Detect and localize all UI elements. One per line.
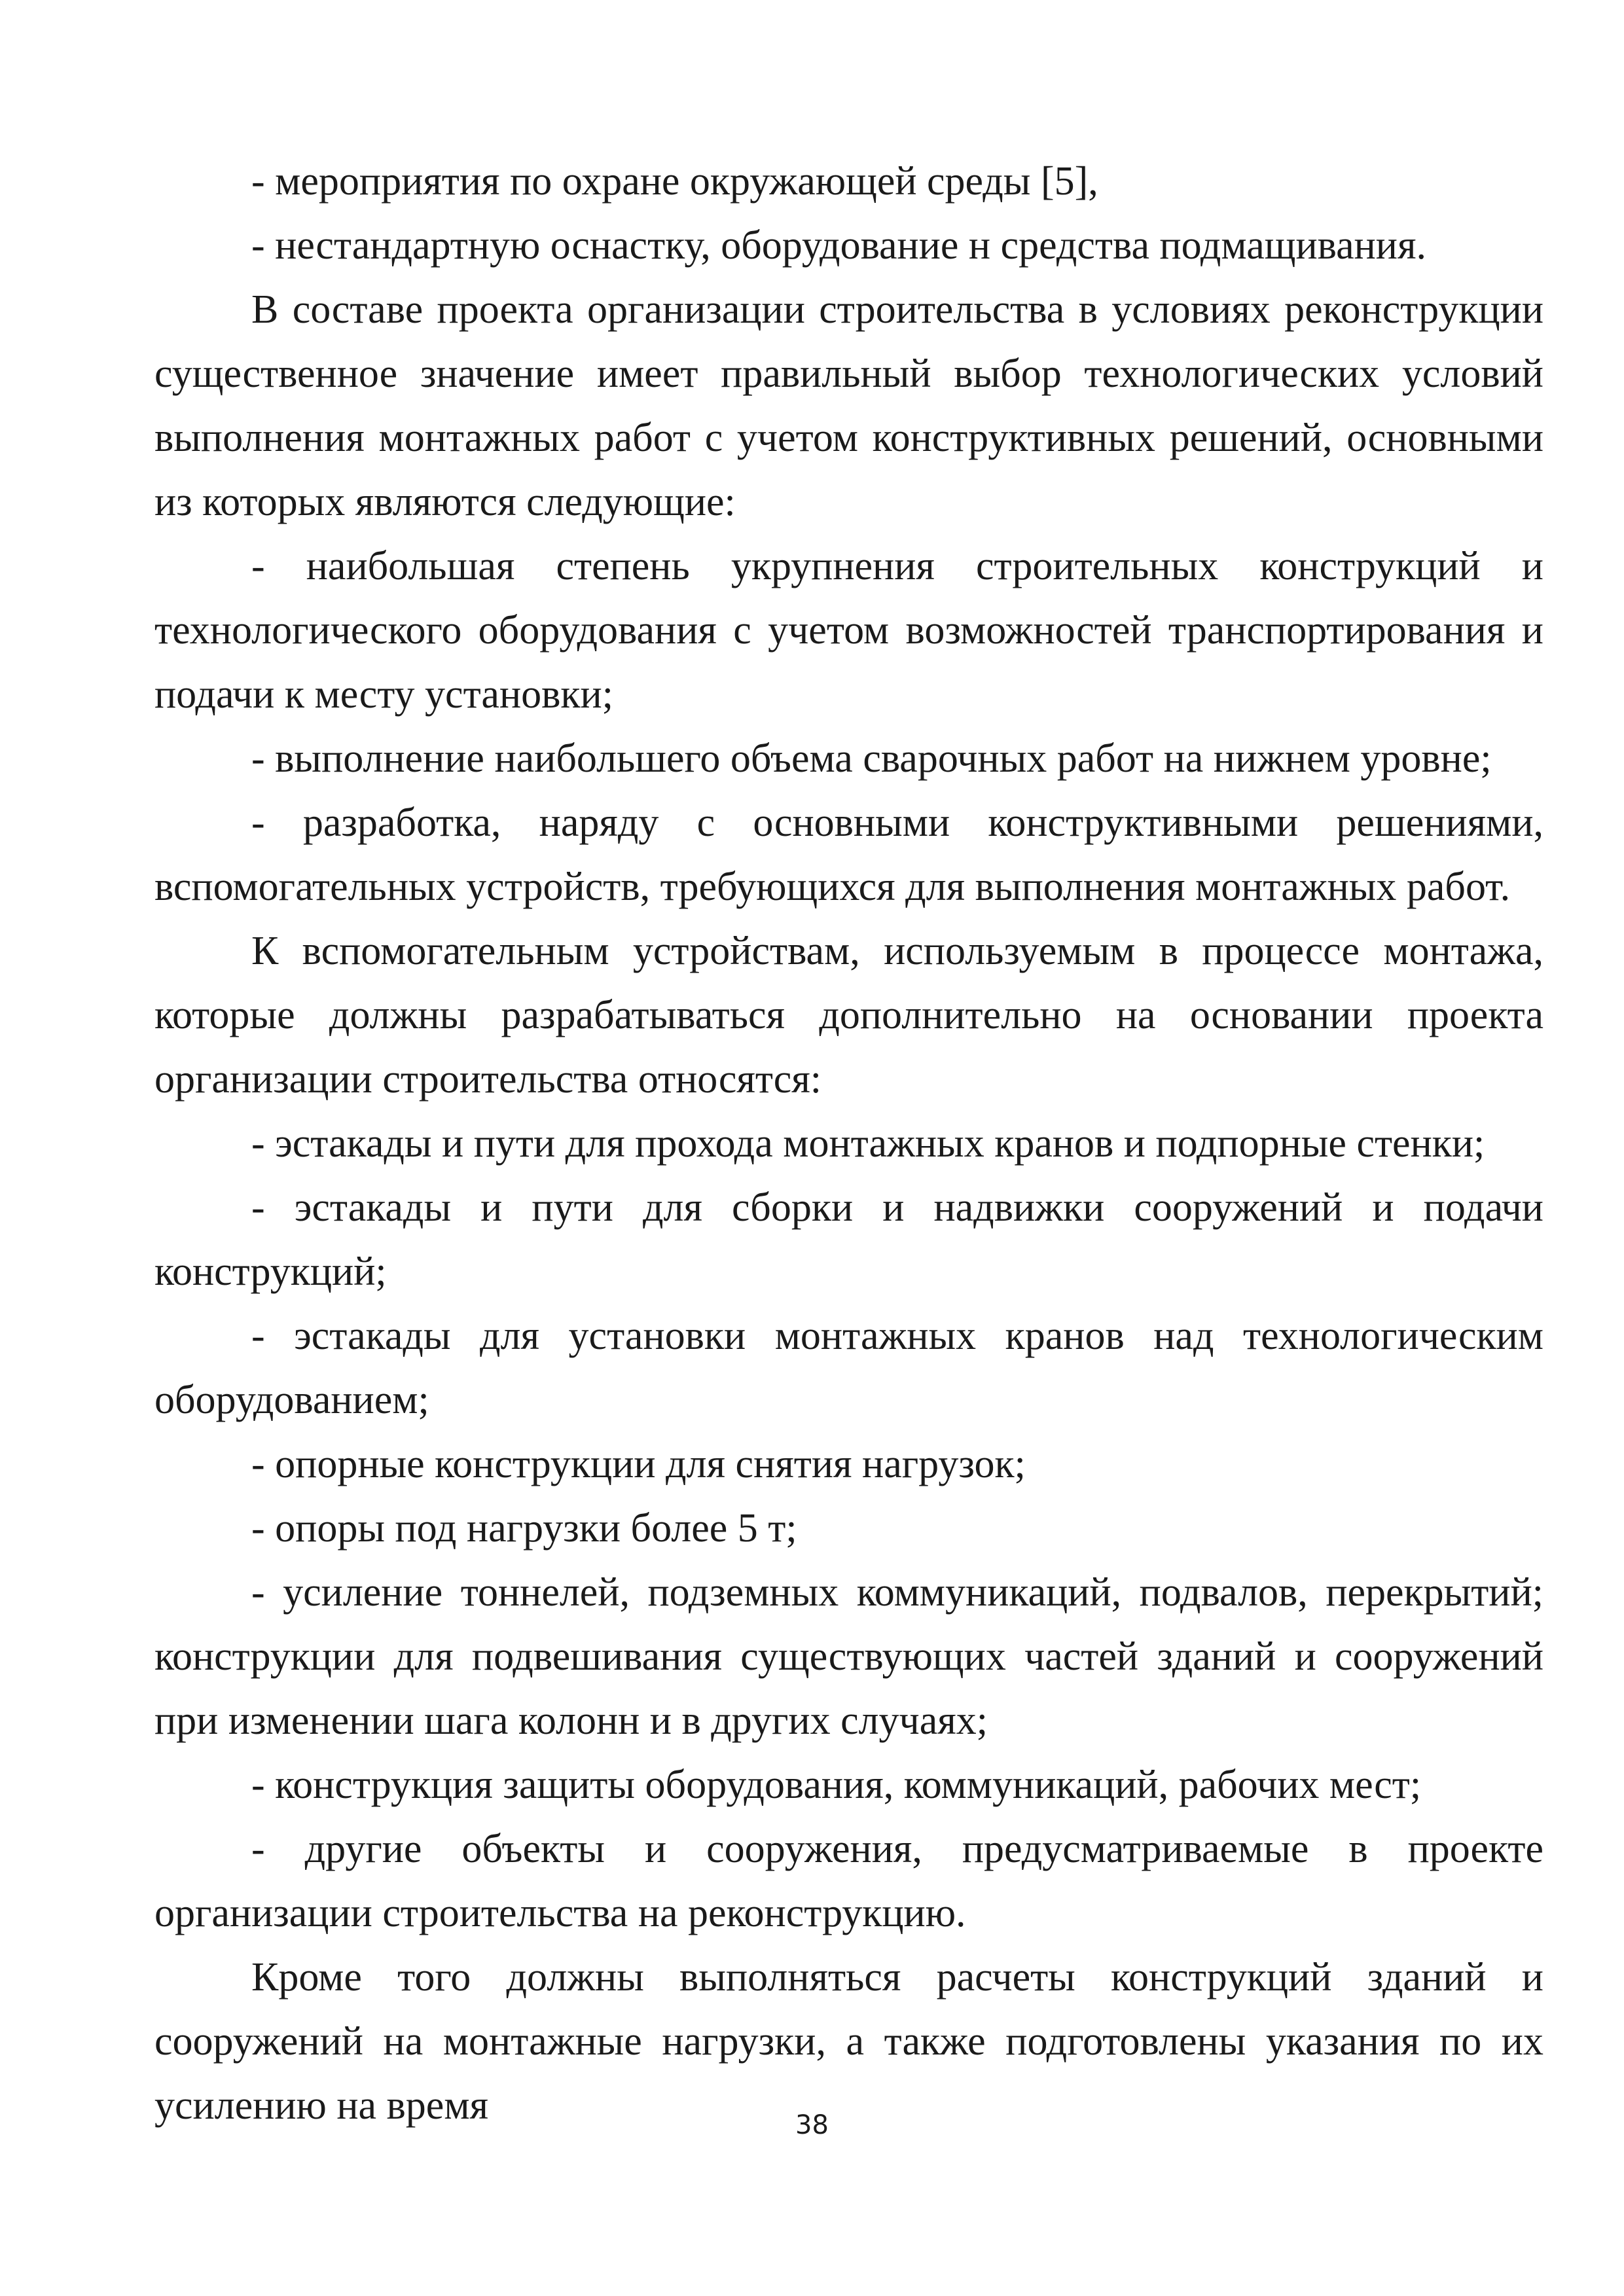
page-number: 38 <box>795 2110 829 2140</box>
paragraph-supports-load: - опоры под нагрузки более 5 т; <box>251 1506 797 1551</box>
paragraph-welding-works: - выполнение наибольшего объема сварочных работ на нижнем уровне; <box>251 736 1492 781</box>
body-text <box>154 149 1543 2138</box>
paragraph-calculations: Кроме того должны выполняться расчеты конструкций зданий и сооружений на монтажные нагрузки, а также подготовлены указания по их усилению на время <box>154 1955 1543 2128</box>
paragraph-auxiliary-devices-intro: К вспомогательным устройствам, используемым в процессе монтажа, которые должны разрабатываться дополнительно на основании проекта организации строительства относятся: <box>154 929 1543 1102</box>
paragraph-auxiliary-development: - разработка, наряду с основными конструктивными решениями, вспомогательных устройств, требующихся для выполнения монтажных работ. <box>154 800 1543 909</box>
paragraph-nonstandard-equipment: - нестандартную оснастку, оборудование н средства подмащивания. <box>251 223 1427 268</box>
paragraph-crane-trestles: - эстакады и пути для прохода монтажных кранов и подпорные стенки; <box>251 1121 1485 1166</box>
paragraph-environment-measures: - мероприятия по охране окружающей среды [5], <box>251 159 1098 204</box>
paragraph-project-organization: В составе проекта организации строительства в условиях реконструкции существенное значение имеет правильный выбор технологических условий выполнения монтажных работ с учетом конструктивных решений, основными из которых являются следующие: <box>154 287 1543 524</box>
paragraph-assembly-trestles: - эстакады и пути для сборки и надвижки сооружений и подачи конструкций; <box>154 1185 1543 1294</box>
paragraph-enlargement: - наибольшая степень укрупнения строительных конструкций и технологического оборудования с учетом возможностей транспортирования и подачи к месту установки; <box>154 544 1543 717</box>
paragraph-crane-installation-trestles: - эстакады для установки монтажных кранов над технологическим оборудованием; <box>154 1314 1543 1422</box>
paragraph-reinforcement: - усиление тоннелей, подземных коммуникаций, подвалов, перекрытий; конструкции для подвешивания существующих частей зданий и сооружений при изменении шага колонн и в других случаях; <box>154 1570 1543 1743</box>
paragraph-support-structures: - опорные конструкции для снятия нагрузок; <box>251 1442 1026 1486</box>
paragraph-protection-structure: - конструкция защиты оборудования, коммуникаций, рабочих мест; <box>251 1763 1422 1807</box>
paragraph-other-objects: - другие объекты и сооружения, предусматриваемые в проекте организации строительства на реконструкцию. <box>154 1827 1543 1935</box>
